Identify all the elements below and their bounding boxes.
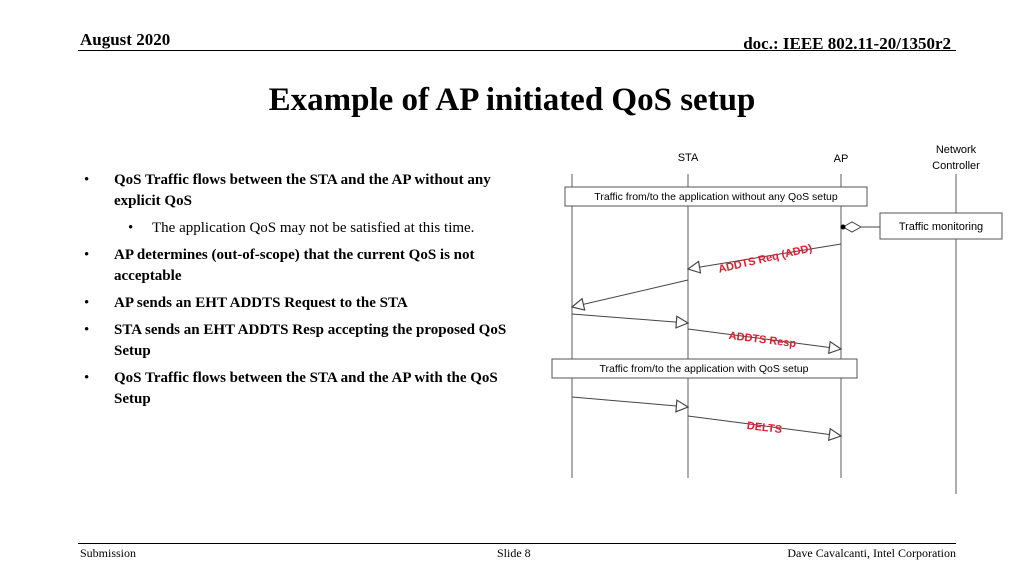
footer-divider — [78, 543, 956, 544]
monitoring-dot-icon — [841, 225, 846, 230]
traffic-monitoring-label: Traffic monitoring — [898, 221, 984, 233]
bullet-item: • QoS Traffic flows between the STA and the AP with the QoS Setup — [80, 368, 530, 410]
bullet-item: • AP sends an EHT ADDTS Request to the STA — [80, 293, 530, 314]
delts-label: DELTS — [746, 419, 783, 437]
entity-label-network-controller-line2: Controller — [932, 160, 980, 172]
traffic-with-qos-label: Traffic from/to the application with QoS setup — [599, 363, 809, 375]
app-to-sta-qos-arrow — [572, 397, 688, 407]
header-doc-id: doc.: IEEE 802.11-20/1350r2 — [743, 34, 951, 53]
traffic-no-qos-label: Traffic from/to the application without any QoS setup — [594, 191, 838, 203]
footer-slide-number: Slide 8 — [497, 546, 531, 560]
bullet-item: • AP determines (out-of-scope) that the current QoS is not acceptable — [80, 245, 530, 287]
sub-bullet-item: • The application QoS may not be satisfied at this time. — [80, 218, 530, 239]
addts-req-label: ADDTS Req (ADD) — [717, 242, 814, 276]
bullet-item: • STA sends an EHT ADDTS Resp accepting the proposed QoS Setup — [80, 320, 530, 362]
footer-submission: Submission — [80, 546, 137, 560]
entity-label-network-controller-line1: Network — [935, 144, 977, 156]
aggregation-diamond-icon — [843, 222, 861, 232]
entity-label-sta: STA — [677, 152, 699, 164]
entity-label-ap: AP — [833, 153, 849, 165]
sta-to-app-arrow — [572, 280, 688, 307]
addts-resp-label: ADDTS Resp — [727, 329, 797, 351]
header-date: August 2020 — [80, 30, 171, 49]
bullet-item: • QoS Traffic flows between the STA and the AP without any explicit QoS — [80, 170, 530, 212]
slide-title: Example of AP initiated QoS setup — [268, 82, 756, 118]
footer-author: Dave Cavalcanti, Intel Corporation — [787, 546, 956, 560]
app-to-sta-arrow — [572, 314, 688, 323]
